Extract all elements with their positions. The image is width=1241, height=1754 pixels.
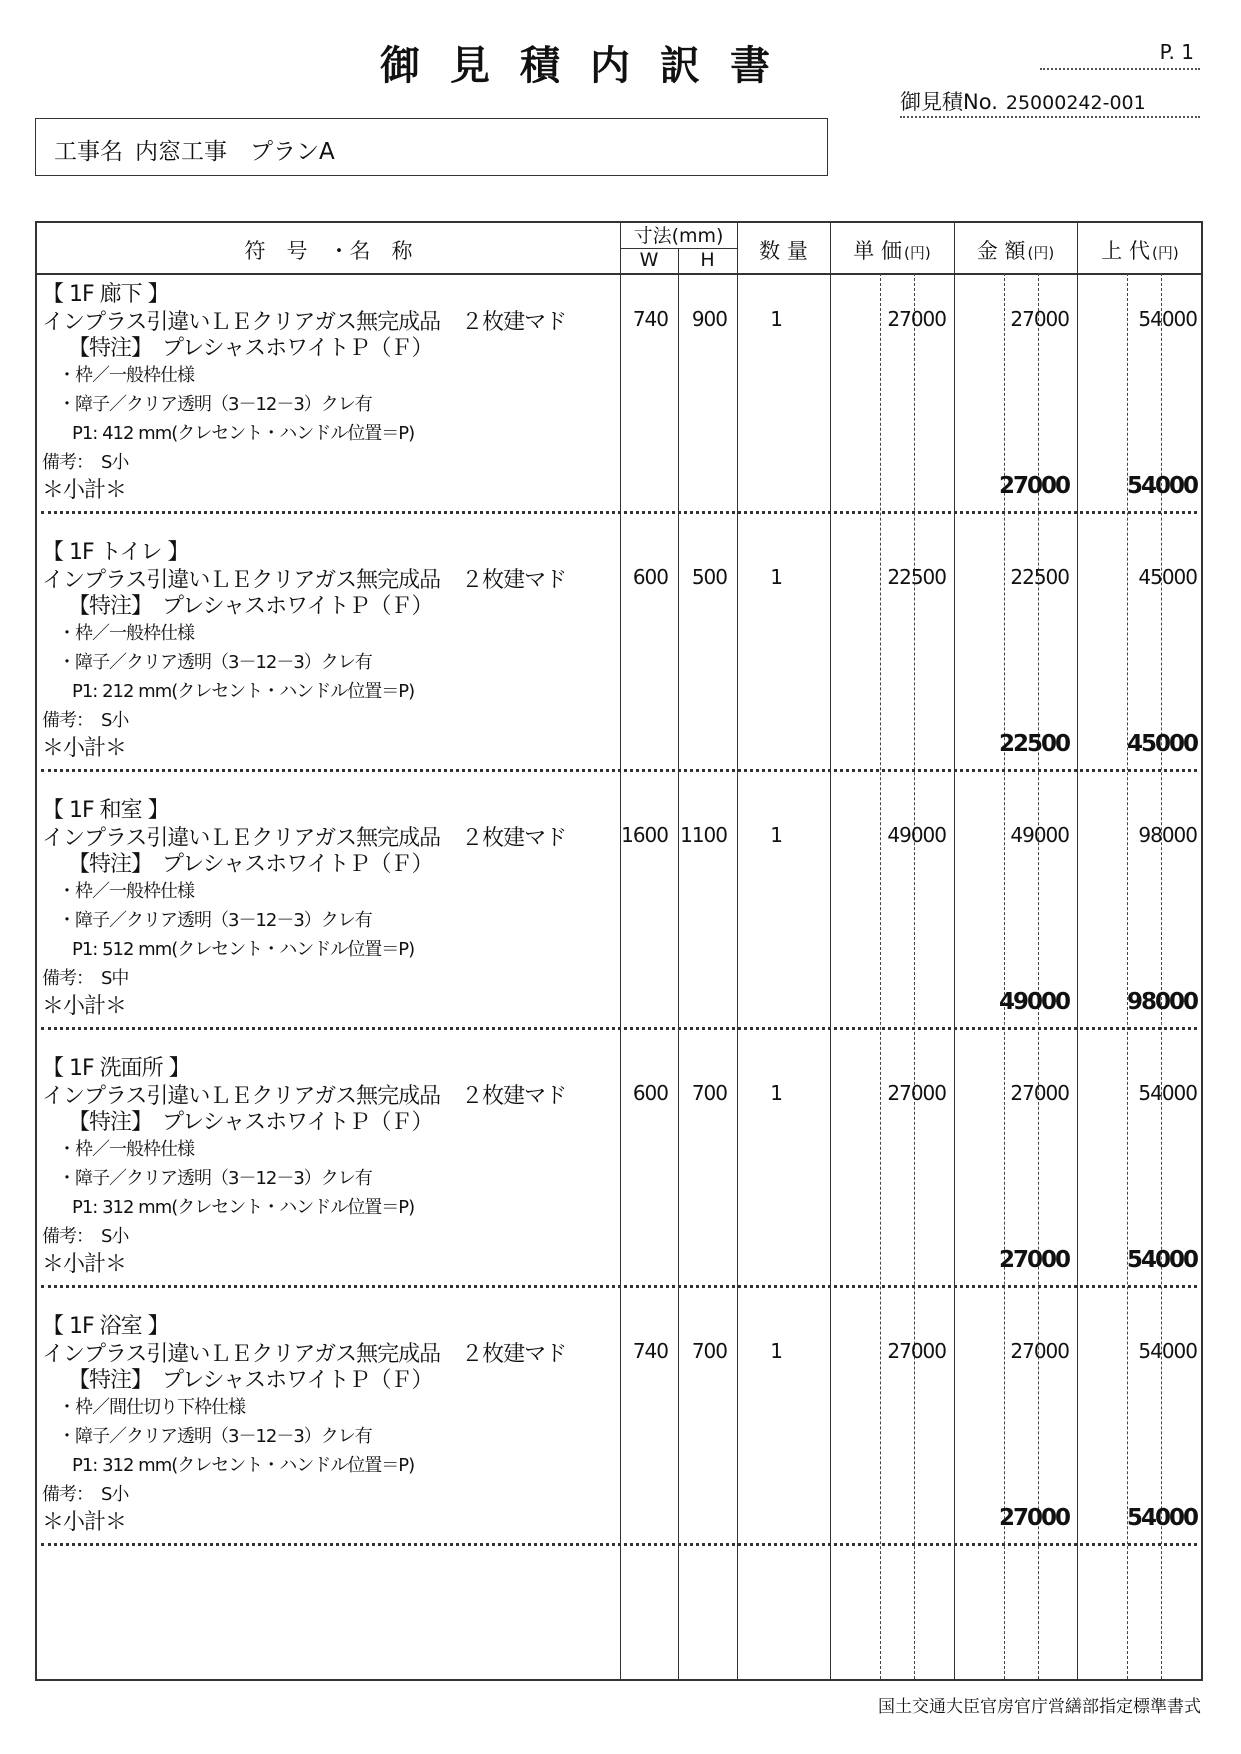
item-location: 【 1F 浴室 】 [42, 1314, 169, 1339]
item-handle: P1: 212 mm(クレセント・ハンドル位置＝P) [72, 681, 415, 702]
item-h: 700 [691, 1339, 727, 1363]
item-special: 【特注】 プレシャスホワイトＰ（Ｆ） [68, 852, 433, 877]
col-line [954, 223, 955, 1679]
item-subtotal-amount: 27000 [998, 1505, 1069, 1531]
item-h: 700 [691, 1081, 727, 1105]
item-separator [41, 1027, 1197, 1030]
item-amount: 27000 [1010, 1081, 1069, 1105]
item-product: インプラス引違いＬＥクリアガス無完成品 ２枚建マド [42, 568, 567, 593]
project-name: 内窓工事 プランA [135, 139, 335, 165]
item-subtotal-label: ＊小計＊ [42, 736, 127, 761]
item-subtotal-label: ＊小計＊ [42, 994, 127, 1019]
header-amount: 金 額 (円) [976, 239, 1055, 263]
item-h: 500 [691, 565, 727, 589]
item-glass: ・障子／クリア透明（3－12－3）クレ有 [58, 394, 372, 415]
estimate-number [900, 86, 1200, 118]
item-subtotal-label: ＊小計＊ [42, 1252, 127, 1277]
item-handle: P1: 512 mm(クレセント・ハンドル位置＝P) [72, 939, 415, 960]
item-product: インプラス引違いＬＥクリアガス無完成品 ２枚建マド [42, 1084, 567, 1109]
item-separator [41, 769, 1197, 772]
footer-note: 国土交通大臣官房官庁営繕部指定標準書式 [878, 1697, 1201, 1717]
digit-guide [914, 273, 915, 1679]
estimate-number-label: 御見積No. [900, 90, 998, 114]
item-qty: 1 [770, 1339, 782, 1363]
item-note: 備考： S中 [42, 968, 129, 989]
item-w: 600 [632, 565, 668, 589]
estimate-table [35, 221, 1203, 1681]
item-separator [41, 511, 1197, 514]
item-unit-price: 22500 [887, 565, 946, 589]
item-note: 備考： S小 [42, 1226, 129, 1247]
item-h: 1100 [680, 823, 727, 847]
item-special: 【特注】 プレシャスホワイトＰ（Ｆ） [68, 594, 433, 619]
item-product: インプラス引違いＬＥクリアガス無完成品 ２枚建マド [42, 1342, 567, 1367]
item-product: インプラス引違いＬＥクリアガス無完成品 ２枚建マド [42, 826, 567, 851]
header-name: 符 号 ・名 称 [244, 239, 413, 263]
item-qty: 1 [770, 823, 782, 847]
header-list-price: 上 代 (円) [1101, 239, 1179, 263]
item-amount: 27000 [1010, 1339, 1069, 1363]
item-list-price: 54000 [1138, 307, 1197, 331]
item-subtotal-list: 54000 [1126, 1247, 1197, 1273]
item-special: 【特注】 プレシャスホワイトＰ（Ｆ） [68, 1110, 433, 1135]
col-line [678, 248, 679, 1679]
item-subtotal-list: 45000 [1126, 731, 1197, 757]
item-w: 740 [632, 1339, 668, 1363]
item-list-price: 45000 [1138, 565, 1197, 589]
item-glass: ・障子／クリア透明（3－12－3）クレ有 [58, 910, 372, 931]
project-label: 工事名 [54, 139, 123, 165]
item-glass: ・障子／クリア透明（3－12－3）クレ有 [58, 652, 372, 673]
item-unit-price: 27000 [887, 1081, 946, 1105]
item-qty: 1 [770, 565, 782, 589]
item-product: インプラス引違いＬＥクリアガス無完成品 ２枚建マド [42, 310, 567, 335]
item-subtotal-label: ＊小計＊ [42, 478, 127, 503]
item-amount: 49000 [1010, 823, 1069, 847]
item-qty: 1 [770, 1081, 782, 1105]
item-list-price: 98000 [1138, 823, 1197, 847]
item-frame: ・枠／一般枠仕様 [58, 623, 194, 644]
col-line [620, 223, 621, 1679]
item-subtotal-label: ＊小計＊ [42, 1510, 127, 1535]
header-divider [37, 273, 1201, 275]
item-list-price: 54000 [1138, 1339, 1197, 1363]
item-note: 備考： S小 [42, 1484, 129, 1505]
item-location: 【 1F トイレ 】 [42, 540, 189, 565]
item-amount: 27000 [1010, 307, 1069, 331]
header-qty: 数 量 [759, 239, 808, 263]
item-location: 【 1F 洗面所 】 [42, 1056, 190, 1081]
header-w: W [639, 249, 659, 271]
item-special: 【特注】 プレシャスホワイトＰ（Ｆ） [68, 1368, 433, 1393]
item-frame: ・枠／一般枠仕様 [58, 365, 194, 386]
header-unit-price: 単 価 (円) [853, 239, 931, 263]
col-line [830, 223, 831, 1679]
item-location: 【 1F 廊下 】 [42, 282, 169, 307]
item-glass: ・障子／クリア透明（3－12－3）クレ有 [58, 1168, 372, 1189]
item-handle: P1: 412 mm(クレセント・ハンドル位置＝P) [72, 423, 415, 444]
item-special: 【特注】 プレシャスホワイトＰ（Ｆ） [68, 336, 433, 361]
item-list-price: 54000 [1138, 1081, 1197, 1105]
item-handle: P1: 312 mm(クレセント・ハンドル位置＝P) [72, 1197, 415, 1218]
page-number: P. 1 [1040, 40, 1200, 70]
item-w: 1600 [621, 823, 668, 847]
item-w: 740 [632, 307, 668, 331]
item-h: 900 [691, 307, 727, 331]
digit-guide [880, 273, 881, 1679]
item-note: 備考： S小 [42, 710, 129, 731]
item-frame: ・枠／一般枠仕様 [58, 881, 194, 902]
item-frame: ・枠／一般枠仕様 [58, 1139, 194, 1160]
item-subtotal-amount: 27000 [998, 1247, 1069, 1273]
project-box [35, 118, 828, 176]
item-glass: ・障子／クリア透明（3－12－3）クレ有 [58, 1426, 372, 1447]
item-qty: 1 [770, 307, 782, 331]
item-unit-price: 49000 [887, 823, 946, 847]
item-subtotal-amount: 27000 [998, 473, 1069, 499]
estimate-number-value: 25000242-001 [1005, 92, 1146, 114]
item-unit-price: 27000 [887, 1339, 946, 1363]
item-frame: ・枠／間仕切り下枠仕様 [58, 1397, 245, 1418]
col-line [1077, 223, 1078, 1679]
header-dims: 寸法(mm) [633, 225, 724, 247]
item-w: 600 [632, 1081, 668, 1105]
item-amount: 22500 [1010, 565, 1069, 589]
item-note: 備考： S小 [42, 452, 129, 473]
item-separator [41, 1285, 1197, 1288]
col-line [737, 223, 738, 1679]
document-title: 御見積内訳書 [380, 43, 800, 89]
item-unit-price: 27000 [887, 307, 946, 331]
item-subtotal-list: 98000 [1126, 989, 1197, 1015]
header-h: H [700, 249, 715, 271]
item-subtotal-list: 54000 [1126, 1505, 1197, 1531]
item-separator [41, 1543, 1197, 1546]
item-subtotal-list: 54000 [1126, 473, 1197, 499]
item-subtotal-amount: 49000 [998, 989, 1069, 1015]
item-handle: P1: 312 mm(クレセント・ハンドル位置＝P) [72, 1455, 415, 1476]
item-subtotal-amount: 22500 [998, 731, 1069, 757]
item-location: 【 1F 和室 】 [42, 798, 169, 823]
